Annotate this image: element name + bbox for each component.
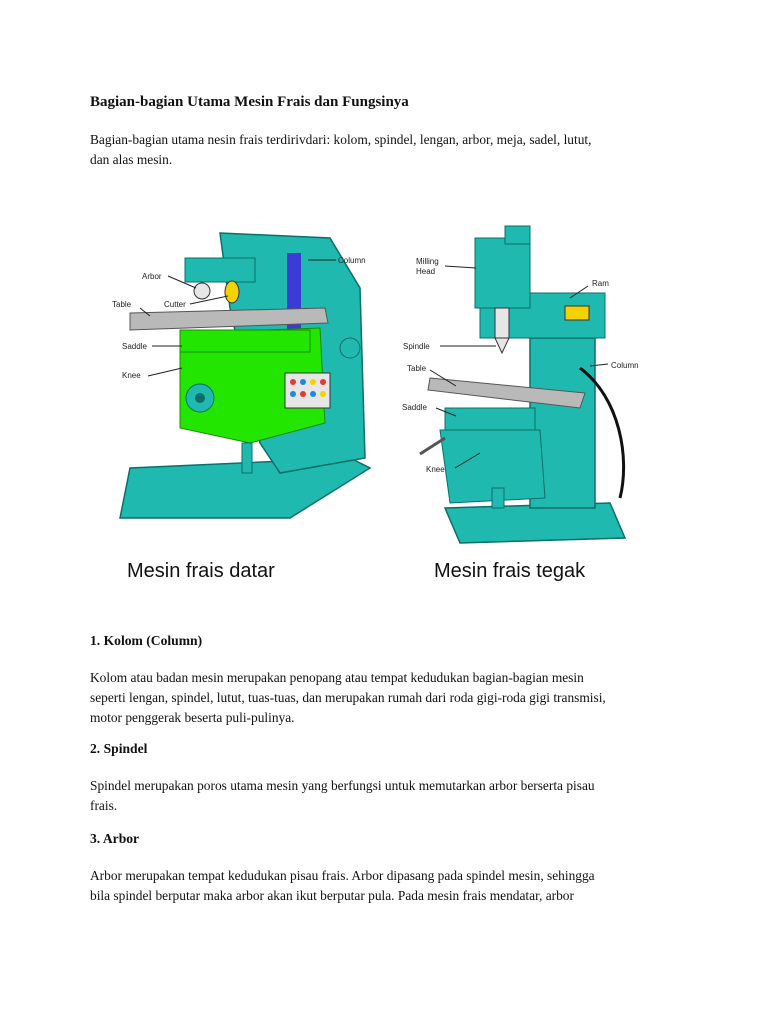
vertical-milling-machine [402,226,639,543]
intro-line-1: Bagian-bagian utama nesin frais terdirivdari: kolom, spindel, lengan, arbor, meja, sadel, lutut, [90,132,592,147]
label-saddle-right: Saddle [402,403,427,412]
label-column-left: Column [338,256,366,265]
label-cutter: Cutter [164,300,186,309]
label-knee-left: Knee [122,371,141,380]
document-title: Bagian-bagian Utama Mesin Frais dan Fungsinya [90,94,409,110]
intro-line-2: dan alas mesin. [90,152,173,167]
label-table-right: Table [407,364,427,373]
section-kolom-line-1: Kolom atau badan mesin merupakan penopang atau tempat kedudukan bagian-bagian mesin [90,670,584,685]
label-table-left: Table [112,300,132,309]
section-kolom-line-3: motor penggerak beserta puli-pulinya. [90,710,295,725]
section-heading-arbor: 3. Arbor [90,831,140,846]
milling-machines-figure [100,218,660,618]
label-column-right: Column [611,361,639,370]
caption-horizontal-machine: Mesin frais datar [127,560,275,582]
label-milling-head-2: Head [416,267,436,276]
horizontal-milling-machine [112,233,370,518]
section-spindel-line-1: Spindel merupakan poros utama mesin yang berfungsi untuk memutarkan arbor berserta pisau [90,778,595,793]
label-saddle-left: Saddle [122,342,147,351]
section-arbor-line-1: Arbor merupakan tempat kedudukan pisau frais. Arbor dipasang pada spindel mesin, sehingga [90,868,595,883]
section-spindel-line-2: frais. [90,798,118,813]
label-arbor: Arbor [142,272,162,281]
label-milling-head-1: Milling [416,257,439,266]
section-kolom-line-2: seperti lengan, spindel, lutut, tuas-tuas, dan merupakan rumah dari roda gigi-roda gigi transmisi, [90,690,606,705]
section-arbor-line-2: bila spindel berputar maka arbor akan ikut berputar pula. Pada mesin frais mendatar, arbor [90,888,574,903]
label-knee-right: Knee [426,465,445,474]
label-spindle: Spindle [403,342,430,351]
label-ram: Ram [592,279,609,288]
section-heading-spindel: 2. Spindel [90,741,148,756]
section-heading-kolom: 1. Kolom (Column) [90,633,203,648]
caption-vertical-machine: Mesin frais tegak [434,560,586,582]
machine-illustration [100,218,660,618]
